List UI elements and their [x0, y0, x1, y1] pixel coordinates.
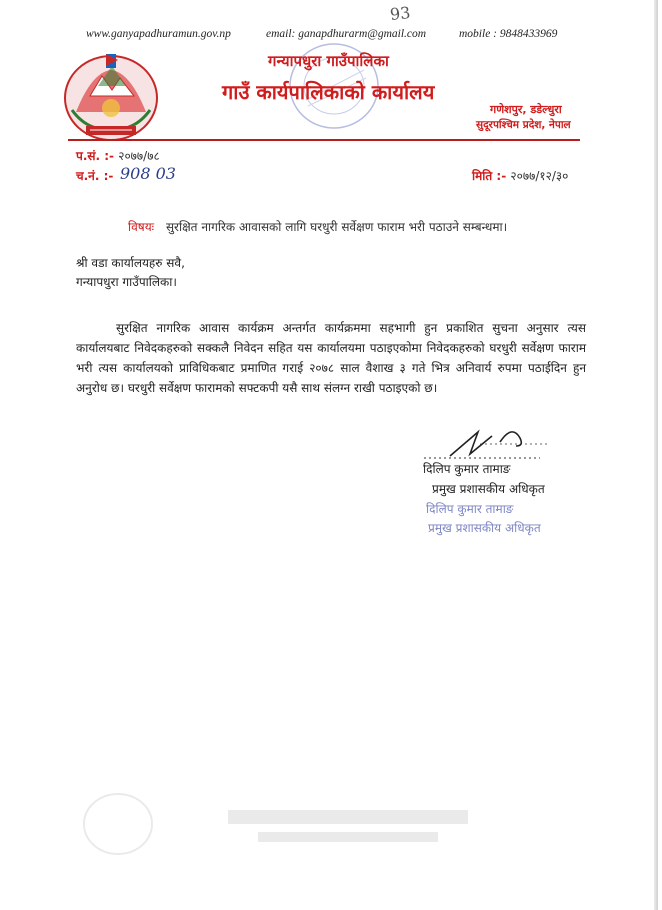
subject-text: सुरक्षित नागरिक आवासको लागि घरधुरी सर्वेक्षण फाराम भरी पठाउने सम्बन्धमा।: [165, 220, 508, 234]
dispatch-label: च.नं. :-: [76, 169, 114, 183]
letter-body: सुरक्षित नागरिक आवास कार्यक्रम अन्तर्गत कार्यक्रममा सहभागी हुन प्रकाशित सुचना अनुसार त्यस कार्यालयबाट निवेदकहरुको सक्कलै निवेदन सहित यस कार्यालयमा पठाइएकोमा निवेदकहरुको घरधुरी सर्वेक्षण फाराम भरी त्यस कार्यालयको प्राविधिकबाट प्रमाणित गराई २०७८ साल वैशाख ३ गते भित्र अनिवार्य रुपमा पठाईदिन हुन अनुरोध छ। घरधुरी सर्वेक्षण फारामको सफ्टकपी यसै साथ संलग्न राखी पठाइएको छ।: [76, 321, 586, 395]
municipality-name: गन्यापधुरा गाउँपालिका: [268, 52, 389, 70]
website-url: www.ganyapadhuramun.gov.np: [86, 28, 231, 40]
stamp-signatory-name: दिलिप कुमार तामाङ: [426, 502, 514, 516]
letter-date: [472, 167, 568, 184]
email-address: email: ganapdhurarm@gmail.com: [266, 28, 427, 40]
reference-number: [76, 147, 160, 164]
office-address-line2: सुदूरपश्चिम प्रदेश, नेपाल: [476, 119, 571, 131]
mobile-number: mobile : 9848433969: [459, 28, 558, 40]
right-page-edge: [654, 0, 658, 910]
office-name: गाउँ कार्यपालिकाको कार्यालय: [222, 80, 435, 104]
office-address-line1: गणेशपुर, डडेल्धुरा: [490, 103, 562, 116]
subject-label: विषयः: [128, 220, 155, 234]
recipient-line1: श्री वडा कार्यालयहरु सवै,: [76, 256, 185, 270]
letterhead-divider: [68, 139, 580, 141]
date-label: मिति :-: [472, 169, 507, 183]
reverse-side-bleed-through: [78, 790, 498, 860]
date-value: २०७७/१२/३०: [510, 169, 569, 183]
nepal-government-emblem: [62, 52, 160, 142]
reference-value: २०७७/७८: [118, 149, 160, 163]
reference-label: प.सं. :-: [76, 149, 115, 163]
stamp-signatory-title: प्रमुख प्रशासकीय अधिकृत: [428, 521, 541, 535]
recipient-line2: गन्यापधुरा गाउँपालिका।: [76, 275, 177, 289]
signatory-title: प्रमुख प्रशासकीय अधिकृत: [432, 482, 545, 496]
signatory-name: दिलिप कुमार तामाङ: [423, 462, 511, 476]
handwritten-register-mark: 93: [389, 2, 412, 25]
dispatch-number-handwritten: 908 03: [120, 164, 176, 183]
letter-subject: [128, 218, 507, 235]
